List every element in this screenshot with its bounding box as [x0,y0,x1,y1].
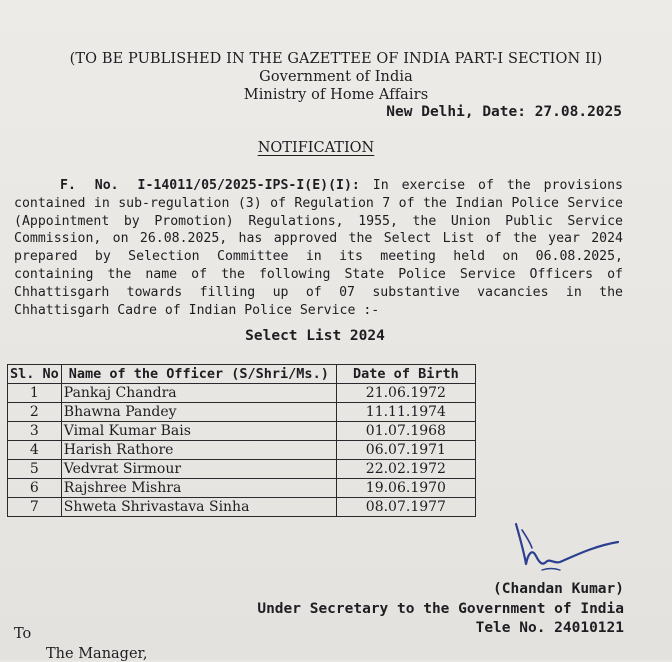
table-row [8,460,476,479]
table-header-row [8,365,476,384]
row-name: Shweta Shrivastava Sinha [61,498,336,517]
file-number: F. No. I-14011/05/2025-IPS-I(E)(I): [60,178,360,193]
officers-table [7,364,476,517]
row-dob: 08.07.1977 [336,498,475,517]
row-sl: 1 [8,384,62,403]
col-officer-name: Name of the Officer (S/Shri/Ms.) [61,365,336,384]
row-name: Pankaj Chandra [61,384,336,403]
table-row [8,479,476,498]
row-name: Vimal Kumar Bais [61,422,336,441]
row-sl: 7 [8,498,62,517]
row-dob: 22.02.1972 [336,460,475,479]
table-row [8,384,476,403]
row-sl: 6 [8,479,62,498]
row-sl: 2 [8,403,62,422]
select-list-title: Select List 2024 [245,328,385,344]
row-dob: 01.07.1968 [336,422,475,441]
row-name: Harish Rathore [61,441,336,460]
table-row [8,441,476,460]
table-row [8,422,476,441]
row-sl: 5 [8,460,62,479]
notification-title: NOTIFICATION [257,140,375,156]
row-name: Vedvrat Sirmour [61,460,336,479]
row-sl: 3 [8,422,62,441]
signatory-telephone: Tele No. 24010121 [475,620,624,636]
row-name: Bhawna Pandey [61,403,336,422]
row-dob: 11.11.1974 [336,403,475,422]
government-line: Government of India [259,69,413,85]
row-sl: 4 [8,441,62,460]
signatory-block [257,580,624,639]
place-date: New Delhi, Date: 27.08.2025 [386,104,622,120]
row-name: Rajshree Mishra [61,479,336,498]
addressee-to: To [14,626,32,642]
body-text: In exercise of the provisions contained in sub-regulation (3) of Regulation 7 of the Indian Police Service (Appointment by Promotion) Regulations, 1955, the Union Public Service Commission, on 26.08.2025, has approved the Select List of the year 2024 prepared by Selection Committee in its meeting held on 06.08.2025, containing the name of the following State Police Service Officers of Chhattisgarh towards filling up of 07 substantive vacancies in the Chhattisgarh Cadre of Indian Police Service :- [14,178,623,318]
table-row [8,498,476,517]
row-dob: 06.07.1971 [336,441,475,460]
col-sl-no: Sl. No [8,365,62,384]
row-dob: 21.06.1972 [336,384,475,403]
col-date-of-birth: Date of Birth [336,365,475,384]
notification-body [14,177,623,319]
table-row [8,403,476,422]
gazette-line: (TO BE PUBLISHED IN THE GAZETTEE OF INDIA PART-I SECTION II) [69,51,603,67]
signatory-designation: Under Secretary to the Government of India [257,600,624,617]
signatory-name: (Chandan Kumar) [493,581,624,597]
signature [502,518,622,580]
addressee-line: The Manager, [46,646,148,662]
row-dob: 19.06.1970 [336,479,475,498]
ministry-line: Ministry of Home Affairs [243,87,429,103]
